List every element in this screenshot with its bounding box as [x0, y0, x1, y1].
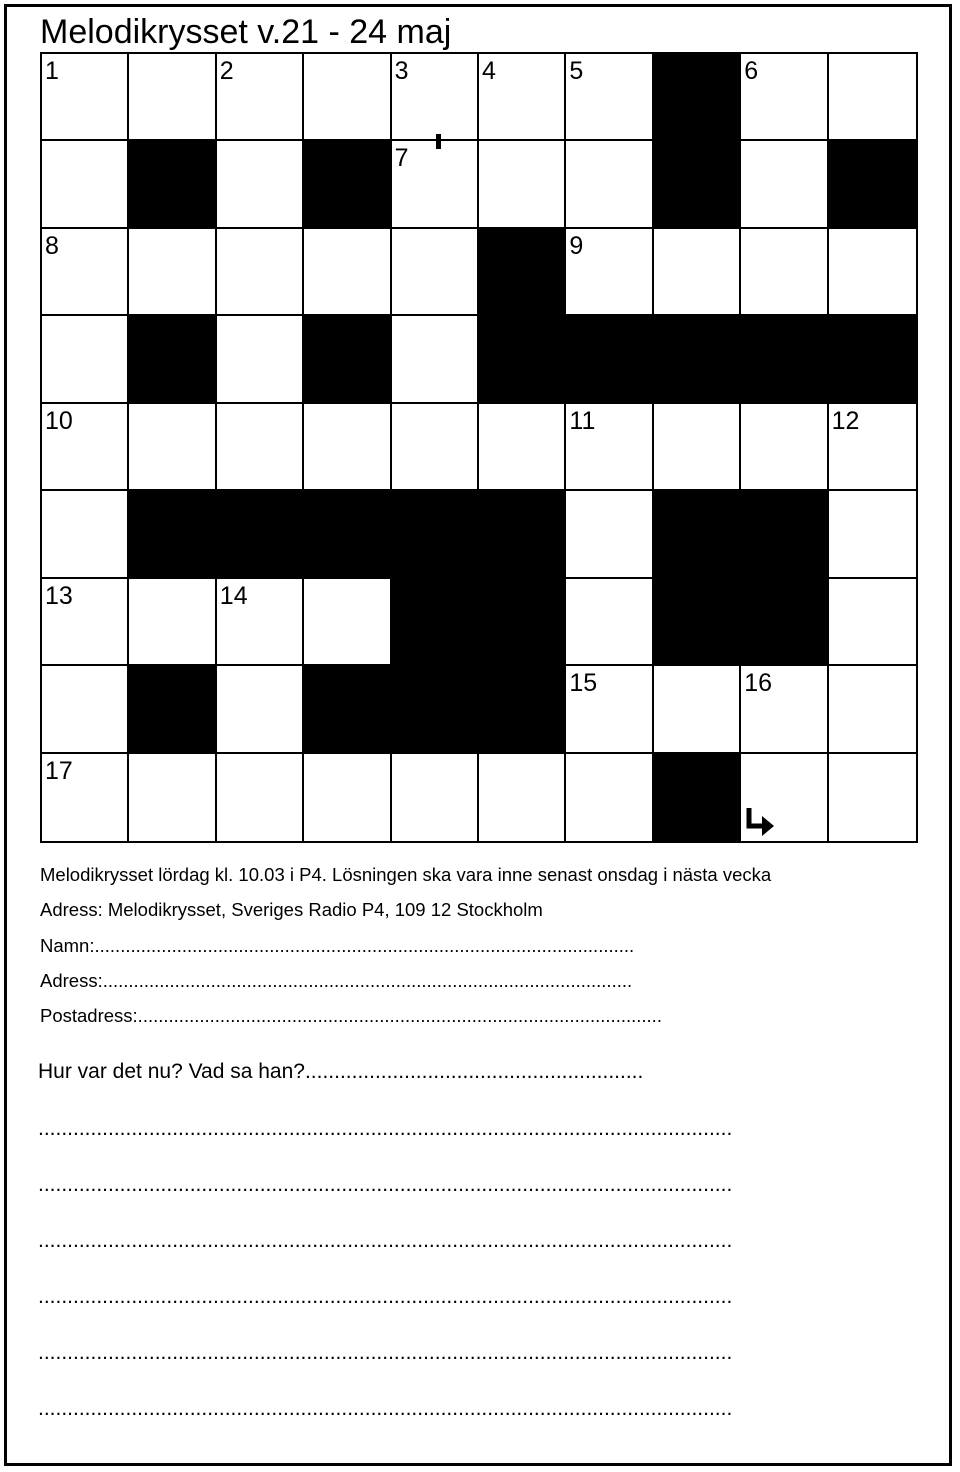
letter-cell[interactable] [479, 141, 566, 228]
clue-number: 14 [219, 581, 248, 610]
black-square [654, 316, 741, 403]
letter-cell[interactable] [217, 404, 304, 491]
clue-number: 16 [744, 669, 772, 698]
black-square [566, 316, 653, 403]
letter-cell[interactable] [392, 229, 479, 316]
letter-cell[interactable] [392, 316, 479, 403]
letter-cell[interactable] [42, 54, 129, 141]
clue-number: 6 [744, 57, 759, 85]
black-square [304, 316, 391, 403]
letter-cell[interactable] [392, 404, 479, 491]
letter-cell[interactable] [654, 666, 741, 753]
letter-cell[interactable] [566, 141, 653, 228]
letter-cell[interactable] [566, 666, 653, 753]
black-square [129, 666, 216, 753]
letter-cell[interactable] [42, 579, 129, 666]
letter-cell[interactable] [304, 579, 391, 666]
black-square [741, 316, 828, 403]
clue-number: 11 [569, 406, 596, 435]
black-square [829, 316, 916, 403]
black-square [392, 491, 479, 578]
answer-line[interactable]: ....................................................................................................................... [38, 1397, 733, 1420]
letter-cell[interactable] [217, 229, 304, 316]
clue-number: 10 [45, 406, 73, 435]
letter-cell[interactable] [217, 54, 304, 141]
letter-cell[interactable] [129, 579, 216, 666]
black-square [479, 579, 566, 666]
broadcast-info: Melodikrysset lördag kl. 10.03 i P4. Lösningen ska vara inne senast onsdag i nästa vecka [40, 864, 772, 885]
letter-cell[interactable] [829, 229, 916, 316]
letter-cell[interactable] [829, 54, 916, 141]
start-marker [436, 134, 441, 149]
letter-cell[interactable] [42, 316, 129, 403]
letter-cell[interactable] [42, 754, 129, 841]
black-square [129, 491, 216, 578]
clue-number: 3 [394, 57, 409, 85]
submission-address: Adress: Melodikrysset, Sveriges Radio P4, 109 12 Stockholm [40, 899, 543, 920]
name-field[interactable]: Namn:......................................................................................................... [40, 935, 635, 956]
letter-cell[interactable] [829, 579, 916, 666]
letter-cell[interactable] [304, 754, 391, 841]
letter-cell[interactable] [42, 404, 129, 491]
page-title: Melodikrysset v.21 - 24 maj [40, 13, 452, 51]
clue-number: 15 [569, 669, 598, 698]
letter-cell[interactable] [392, 141, 479, 228]
black-square [217, 491, 304, 578]
letter-cell[interactable] [42, 491, 129, 578]
black-square [129, 141, 216, 228]
clue-number: 5 [569, 57, 584, 85]
letter-cell[interactable] [217, 666, 304, 753]
answer-line[interactable]: ....................................................................................................................... [38, 1229, 733, 1252]
letter-cell[interactable] [479, 404, 566, 491]
letter-cell[interactable] [829, 754, 916, 841]
letter-cell[interactable] [654, 229, 741, 316]
letter-cell[interactable] [479, 754, 566, 841]
black-square [654, 754, 741, 841]
clue-number: 4 [482, 57, 496, 85]
clue-number: 8 [45, 231, 59, 260]
black-square [654, 579, 741, 666]
black-square [654, 141, 741, 228]
letter-cell[interactable] [304, 404, 391, 491]
clue-number: 13 [45, 581, 73, 610]
letter-cell[interactable] [217, 141, 304, 228]
black-square [304, 141, 391, 228]
letter-cell[interactable] [741, 141, 828, 228]
letter-cell[interactable] [42, 141, 129, 228]
answer-line[interactable]: ....................................................................................................................... [38, 1341, 733, 1364]
letter-cell[interactable] [829, 666, 916, 753]
letter-cell[interactable] [566, 491, 653, 578]
crossword-grid [40, 52, 918, 843]
letter-cell[interactable] [129, 404, 216, 491]
black-square [829, 141, 916, 228]
letter-cell[interactable] [392, 754, 479, 841]
answer-line[interactable]: ....................................................................................................................... [38, 1285, 733, 1308]
letter-cell[interactable] [654, 404, 741, 491]
letter-cell[interactable] [829, 491, 916, 578]
letter-cell[interactable] [304, 54, 391, 141]
clue-number: 17 [45, 756, 73, 785]
black-square [304, 491, 391, 578]
answer-line[interactable]: ....................................................................................................................... [38, 1117, 733, 1140]
black-square [654, 54, 741, 141]
postal-address-field[interactable]: Postadress:...................................................................................................... [40, 1005, 662, 1026]
letter-cell[interactable] [217, 754, 304, 841]
black-square [741, 579, 828, 666]
letter-cell[interactable] [392, 54, 479, 141]
clue-number: 12 [831, 406, 860, 435]
letter-cell[interactable] [829, 404, 916, 491]
black-square [479, 316, 566, 403]
black-square [654, 491, 741, 578]
clue-number: 2 [219, 57, 234, 85]
clue-number: 7 [394, 144, 409, 173]
letter-cell[interactable] [741, 666, 828, 753]
letter-cell[interactable] [741, 404, 828, 491]
address-field[interactable]: Adress:....................................................................................................... [40, 970, 633, 991]
black-square [129, 316, 216, 403]
letter-cell[interactable] [566, 54, 653, 141]
black-square [392, 666, 479, 753]
letter-cell[interactable] [217, 579, 304, 666]
letter-cell[interactable] [566, 404, 653, 491]
letter-cell[interactable] [741, 229, 828, 316]
black-square [741, 491, 828, 578]
letter-cell[interactable] [42, 666, 129, 753]
letter-cell[interactable] [129, 229, 216, 316]
letter-cell[interactable] [479, 54, 566, 141]
clue-number: 1 [45, 57, 59, 85]
black-square [392, 579, 479, 666]
black-square [479, 666, 566, 753]
letter-cell[interactable] [566, 229, 653, 316]
letter-cell[interactable] [217, 316, 304, 403]
letter-cell[interactable] [741, 54, 828, 141]
question-line[interactable]: Hur var det nu? Vad sa han?.......................................................... [38, 1060, 644, 1083]
answer-line[interactable]: ....................................................................................................................... [38, 1173, 733, 1196]
black-square [304, 666, 391, 753]
letter-cell[interactable] [42, 229, 129, 316]
turn-arrow-icon [746, 806, 776, 840]
clue-number: 9 [569, 231, 584, 260]
black-square [479, 491, 566, 578]
letter-cell[interactable] [566, 754, 653, 841]
letter-cell[interactable] [129, 754, 216, 841]
black-square [479, 229, 566, 316]
letter-cell[interactable] [304, 229, 391, 316]
letter-cell[interactable] [566, 579, 653, 666]
letter-cell[interactable] [129, 54, 216, 141]
